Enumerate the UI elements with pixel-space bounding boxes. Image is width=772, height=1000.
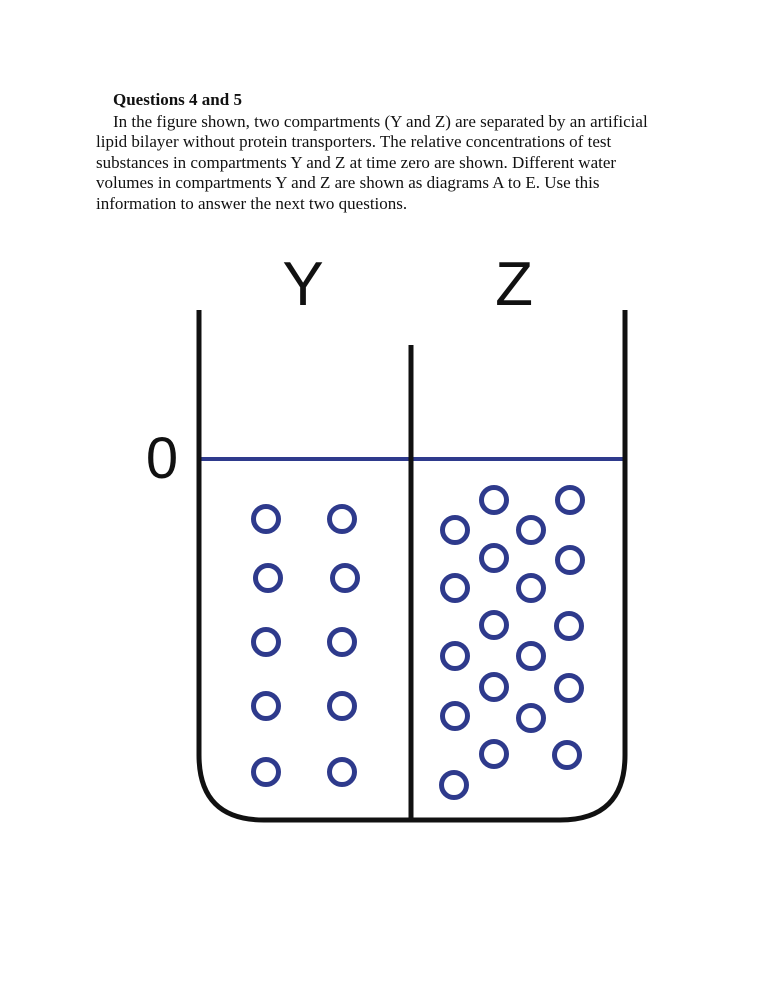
compartment-z-particle-2	[558, 488, 583, 513]
compartment-z-particle-1	[482, 488, 507, 513]
compartment-y-particle-7	[254, 694, 279, 719]
compartment-z-particle-15	[443, 704, 468, 729]
compartment-z-particle-19	[442, 773, 467, 798]
compartment-y-particle-5	[254, 630, 279, 655]
compartment-y-particle-10	[330, 760, 355, 785]
compartment-y-label: Y	[282, 250, 324, 319]
compartment-y-particle-4	[333, 566, 358, 591]
compartment-z-particle-9	[482, 613, 507, 638]
compartment-y-particle-6	[330, 630, 355, 655]
compartment-z-particle-12	[519, 644, 544, 669]
compartment-y-particle-8	[330, 694, 355, 719]
compartment-z-label: Z	[495, 250, 533, 319]
compartment-y-particles	[254, 507, 358, 785]
water-level-label: 0	[145, 426, 179, 491]
question-title: Questions 4 and 5	[113, 90, 242, 109]
compartment-z-particle-8	[519, 576, 544, 601]
compartment-z-particle-4	[519, 518, 544, 543]
compartment-z-particle-10	[557, 614, 582, 639]
question-text: In the figure shown, two compartments (Y and Z) are separated by an artificial lipid bilayer without protein transporters. The relative concentrations of test substances in compartments Y and Z at time zero are shown. Different water volumes in compartments Y and Z are shown as diagrams A to E. Use this information to answer the next two questions.	[96, 111, 648, 213]
compartment-z-particle-5	[482, 546, 507, 571]
compartment-y-particle-1	[254, 507, 279, 532]
compartment-z-particle-14	[557, 676, 582, 701]
compartment-y-particle-3	[256, 566, 281, 591]
compartment-z-particle-18	[555, 743, 580, 768]
compartment-z-particle-13	[482, 675, 507, 700]
compartment-y-particle-9	[254, 760, 279, 785]
compartment-z-particle-17	[482, 742, 507, 767]
compartment-z-particle-7	[443, 576, 468, 601]
compartment-z-particles	[442, 488, 583, 798]
compartment-z-particle-6	[558, 548, 583, 573]
compartment-z-particle-3	[443, 518, 468, 543]
compartment-z-particle-16	[519, 706, 544, 731]
compartment-y-particle-2	[330, 507, 355, 532]
compartment-z-particle-11	[443, 644, 468, 669]
